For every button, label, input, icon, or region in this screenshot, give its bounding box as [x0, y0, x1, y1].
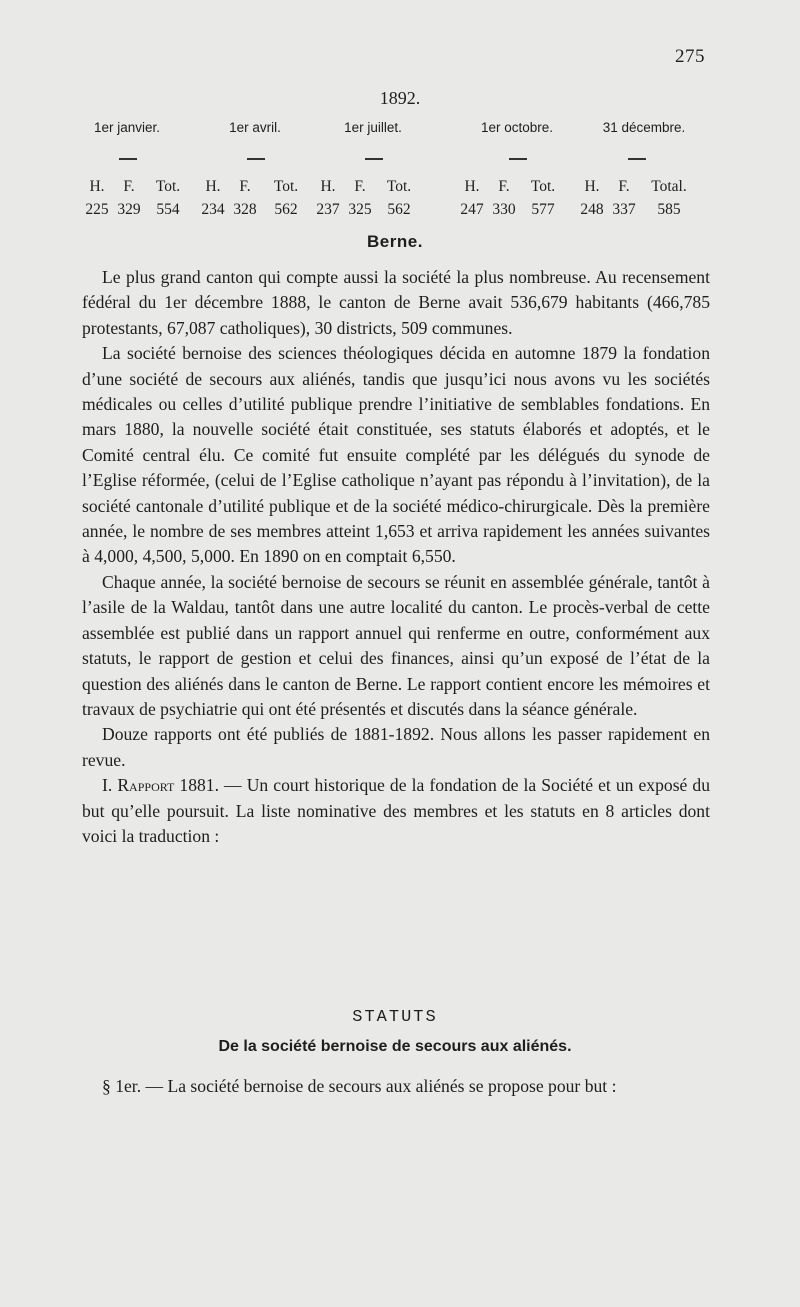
rapport-label: I. Rapport 1881.: [102, 775, 219, 796]
column-label: F.: [123, 178, 135, 195]
census-value: 329: [117, 201, 141, 218]
rapport-text: — Un court historique de la fondation de la Société et un exposé du but qu’elle poursuit. La liste nominative des membres et les statuts en 8 articles dont voici la traduction :: [82, 775, 711, 846]
census-value: 330: [492, 201, 516, 218]
divider: [509, 158, 527, 160]
census-value: 237: [316, 201, 340, 218]
page-number: 275: [675, 46, 705, 67]
census-value: 325: [348, 201, 372, 218]
statuts-subtitle: De la société bernoise de secours aux aliénés.: [218, 1038, 572, 1055]
census-value: 225: [85, 201, 109, 218]
census-value: 562: [387, 201, 411, 218]
census-value: 337: [612, 201, 636, 218]
census-value: 247: [460, 201, 484, 218]
rapport-paragraph: [82, 773, 710, 849]
body-text: [82, 265, 710, 849]
paragraph: La société bernoise des sciences théologiques décida en automne 1879 la fondation d’une société de secours aux aliénés, tandis que jusqu’ici nous avons vu les sociétés médicales ou celles d’utilité publique prendre l’initiative de semblables fondations. En mars 1880, la nouvelle société était constituée, ses statuts élaborés et adoptés, et le Comité central élu. Ce comité fut ensuite complété par les délégués du synode de l’Eglise réformée, (celui de l’Eglise catholique n’ayant pas répondu à l’invitation), de la société cantonale d’utilité publique et de la société médico-chirurgicale. Dès la première année, le nombre de ses membres atteint 1,653 et arriva rapidement les années suivantes à 4,000, 4,500, 5,000. En 1890 on en comptait 6,550.: [82, 343, 710, 567]
date-header: 1er octobre.: [480, 120, 554, 135]
paragraph: Le plus grand canton qui compte aussi la société la plus nombreuse. Au recensement fédéral du 1er décembre 1888, le canton de Berne avait 536,679 habitants (466,785 protestants, 67,087 catholiques), 30 districts, 509 communes.: [82, 267, 710, 338]
census-value: 328: [233, 201, 257, 218]
article-text: [82, 1074, 710, 1099]
divider: [628, 158, 646, 160]
divider: [247, 158, 265, 160]
column-label: Tot.: [386, 178, 412, 195]
census-value: 562: [274, 201, 298, 218]
year-heading: 1892.: [379, 88, 421, 108]
divider: [365, 158, 383, 160]
paragraph: Douze rapports ont été publiés de 1881-1892. Nous allons les passer rapidement en revue.: [82, 724, 710, 770]
column-label: H.: [584, 178, 600, 195]
article-one: § 1er. — La société bernoise de secours aux aliénés se propose pour but :: [102, 1076, 617, 1096]
column-label: H.: [89, 178, 105, 195]
column-label: H.: [320, 178, 336, 195]
census-value: 585: [657, 201, 681, 218]
census-value: 248: [580, 201, 604, 218]
date-header: 31 décembre.: [602, 120, 686, 135]
column-label: F.: [498, 178, 510, 195]
date-header: 1er avril.: [229, 120, 281, 135]
column-label: Tot.: [155, 178, 181, 195]
section-title: Berne.: [367, 232, 423, 251]
statuts-title: STATUTS: [352, 1008, 438, 1027]
divider: [119, 158, 137, 160]
column-label: Tot.: [273, 178, 299, 195]
column-label: F.: [354, 178, 366, 195]
column-label: Total.: [651, 178, 687, 195]
paragraph: Chaque année, la société bernoise de secours se réunit en assemblée générale, tantôt à l’asile de la Waldau, tantôt dans une autre localité du canton. Le procès-verbal de cette assemblée est publié dans un rapport annuel qui renferme en outre, conformément aux statuts, le rapport de gestion et celui des finances, ainsi qu’un exposé de l’état de la question des aliénés dans le canton de Berne. Le rapport contient encore les mémoires et travaux de psychiatrie qui ont été présentés et discutés dans la séance générale.: [82, 571, 710, 719]
column-label: H.: [205, 178, 221, 195]
date-header: 1er janvier.: [93, 120, 161, 135]
column-label: F.: [618, 178, 630, 195]
column-label: H.: [464, 178, 480, 195]
census-value: 554: [156, 201, 180, 218]
date-header: 1er juillet.: [344, 120, 402, 135]
column-label: Tot.: [530, 178, 556, 195]
column-label: F.: [239, 178, 251, 195]
census-value: 234: [201, 201, 225, 218]
census-value: 577: [531, 201, 555, 218]
